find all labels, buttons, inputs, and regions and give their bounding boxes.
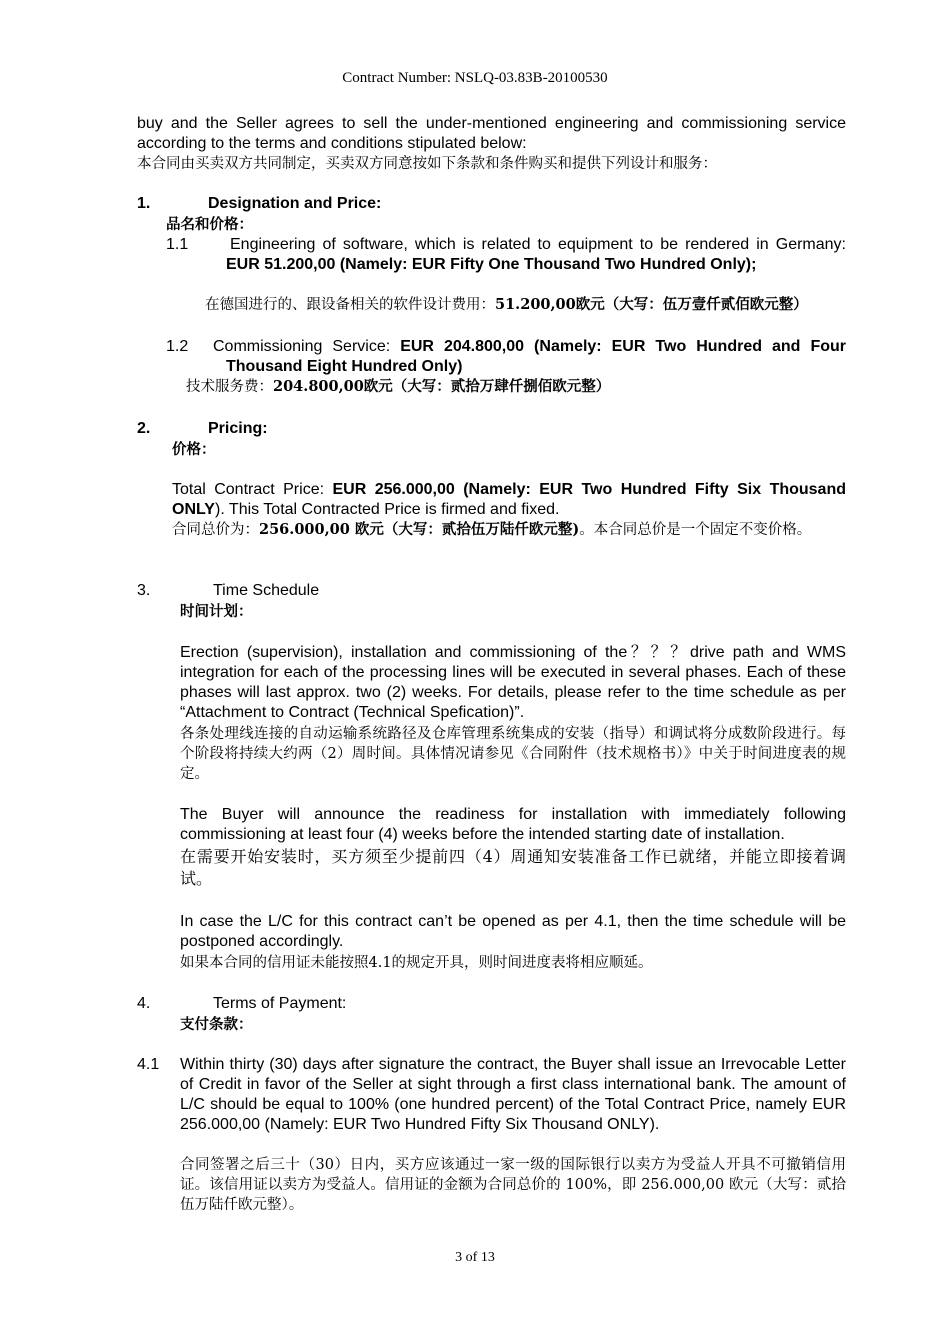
item-1-2-amount-cn: 204.800,00欧元（大写：贰拾万肆仟捌佰欧元整） — [273, 378, 611, 395]
section-4-title-cn: 支付条款： — [180, 1016, 253, 1033]
pricing-label-cn: 合同总价为： — [172, 522, 259, 538]
schedule-paragraph-2-cn: 在需要开始安装时，买方须至少提前四（4）周通知安装准备工作已就绪，并能立即接着调试。 — [180, 847, 846, 888]
section-2-title: Pricing: — [208, 420, 268, 437]
schedule-paragraph-3-cn: 如果本合同的信用证未能按照4.1的规定开具，则时间进度表将相应顺延。 — [180, 955, 653, 971]
pricing-note: ). This Total Contracted Price is firmed and fixed. — [214, 501, 560, 518]
section-4-number: 4. — [137, 995, 151, 1012]
schedule-paragraph-1: Erection (supervision), installation and commissioning of the？？？drive path and WMS integration for each of the processing lines will be executed in several phases. Each of these phases will last approx. two (2) weeks. For details, please refer to the time schedule as per “Attachment to Contract (Technical Spefication)”. — [180, 644, 846, 721]
item-1-1-number: 1.1 — [166, 236, 189, 253]
item-1-1-text-cn — [205, 295, 846, 315]
item-1-2-desc-cn: 技术服务费： — [186, 379, 273, 395]
item-1-1-desc-cn: 在德国进行的、跟设备相关的软件设计费用： — [205, 297, 495, 313]
item-1-2-number: 1.2 — [166, 338, 189, 355]
contract-number-header: Contract Number: NSLQ-03.83B-20100530 — [342, 70, 608, 86]
page-number: 3 of 13 — [455, 1250, 495, 1265]
section-1-title: Designation and Price: — [208, 195, 382, 212]
section-3-title-cn: 时间计划： — [180, 603, 253, 620]
section-2-title-cn: 价格： — [172, 441, 216, 458]
item-1-2-amount: EUR 204.800,00 (Namely: EUR Two Hundred and Four Thousand Eight Hundred Only) — [226, 338, 847, 375]
item-1-1-text — [226, 235, 846, 275]
schedule-paragraph-1-cn: 各条处理线连接的自动运输系统路径及仓库管理系统集成的安装（指导）和调试将分成数阶段进行。每个阶段将持续大约两（2）周时间。具体情况请参见《合同附件（技术规格书）》中关于时间进度表的规定。 — [180, 726, 846, 782]
section-1-number: 1. — [137, 195, 151, 212]
item-4-1-text: Within thirty (30) days after signature the contract, the Buyer shall issue an Irrevocable Letter of Credit in favor of the Seller at sight through a first class international bank. The amount of L/C should be equal to 100% (one hundred percent) of the Total Contract Price, namely EUR 256.000,00 (Namely: EUR Two Hundred Fifty Six Thousand ONLY). — [180, 1056, 846, 1133]
schedule-paragraph-2: The Buyer will announce the readiness for installation with immediately following commissioning at least four (4) weeks before the intended starting date of installation. — [180, 806, 846, 843]
section-2-number: 2. — [137, 420, 151, 437]
pricing-amount: EUR 256.000,00 (Namely: EUR Two Hundred Fifty Six Thousand ONLY — [172, 481, 847, 518]
section-3-number: 3. — [137, 582, 151, 599]
pricing-amount-cn: 256.000,00 欧元（大写：贰拾伍万陆仟欧元整) — [259, 521, 580, 538]
section-3-title: Time Schedule — [213, 582, 320, 599]
item-1-1-desc: Engineering of software, which is related to equipment to be rendered in Germany: — [230, 236, 846, 253]
pricing-paragraph — [172, 480, 846, 520]
section-4-title: Terms of Payment: — [213, 995, 347, 1012]
intro-paragraph-cn: 本合同由买卖双方共同制定，买卖双方同意按如下条款和条件购买和提供下列设计和服务： — [137, 156, 717, 172]
schedule-paragraph-3: In case the L/C for this contract can’t be opened as per 4.1, then the time schedule will be postponed accordingly. — [180, 913, 846, 950]
item-1-1-amount: EUR 51.200,00 (Namely: EUR Fifty One Thousand Two Hundred Only); — [226, 256, 757, 273]
pricing-note-cn: 。本合同总价是一个固定不变价格。 — [579, 522, 812, 538]
item-1-1-amount-cn: 51.200,00欧元（大写：伍万壹仟贰佰欧元整） — [495, 296, 808, 313]
item-1-2-text-cn — [186, 377, 846, 397]
item-4-1-text-cn: 合同签署之后三十（30）日内，买方应该通过一家一级的国际银行以卖方为受益人开具不可撤销信用证。该信用证以卖方为受益人。信用证的金额为合同总价的 100%，即 256.000,00 欧元（大写：贰拾伍万陆仟欧元整）。 — [180, 1157, 846, 1213]
pricing-paragraph-cn — [172, 520, 846, 540]
item-4-1-number: 4.1 — [137, 1056, 160, 1073]
item-1-2-desc: Commissioning Service: — [213, 338, 401, 355]
intro-paragraph: buy and the Seller agrees to sell the under-mentioned engineering and commissioning service according to the terms and conditions stipulated below: — [137, 115, 846, 152]
item-1-2-text — [213, 337, 847, 377]
section-1-title-cn: 品名和价格： — [166, 216, 253, 233]
pricing-label: Total Contract Price: — [172, 481, 333, 498]
